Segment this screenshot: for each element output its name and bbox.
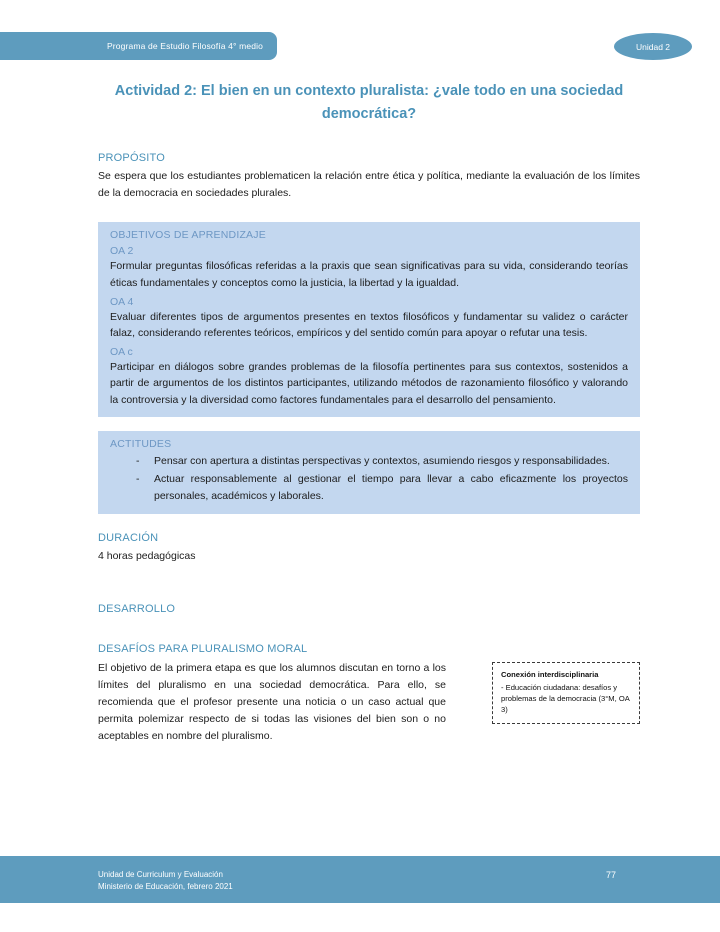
- proposito-heading: PROPÓSITO: [98, 152, 165, 165]
- objetivo-code: OA 4: [110, 295, 134, 308]
- objetivo-item: [110, 245, 628, 291]
- header-program-label: Programa de Estudio Filosofía 4° medio: [106, 41, 263, 51]
- objetivo-code: OA 2: [110, 245, 134, 258]
- desafios-text: El objetivo de la primera etapa es que los alumnos discutan en torno a los límites del pluralismo en una sociedad democrática. Para ello, se recomienda que el profesor presente una noticia o un caso actual que permita polemizar respecto de si todas las visiones del bien son o no aceptables en nombre del pluralismo.: [98, 662, 446, 743]
- content-column: [98, 80, 640, 745]
- list-item: - Actuar responsablemente al gestionar el tiempo para llevar a cabo eficazmente los proyectos personales, académicos y laborales.: [110, 471, 628, 504]
- duracion-text: 4 horas pedagógicas: [98, 550, 196, 563]
- conexion-text: - Educación ciudadana: desafíos y problemas de la democracia (3°M, OA 3): [501, 683, 630, 715]
- desafios-side-column: [492, 660, 640, 724]
- header-program-band: [0, 32, 277, 60]
- conexion-interdisciplinaria-box: [492, 662, 640, 724]
- objetivo-item: [110, 296, 628, 342]
- desafios-section: [98, 643, 640, 745]
- footer-line-2: Ministerio de Educación, febrero 2021: [98, 882, 233, 891]
- desarrollo-section: [98, 603, 640, 615]
- desafios-text-column: [98, 660, 446, 745]
- footer-band: [0, 856, 720, 903]
- conexion-title: Conexión interdisciplinaria: [501, 670, 599, 680]
- page-number: 77: [606, 870, 617, 880]
- actitudes-list: [110, 453, 628, 504]
- objetivo-item: [110, 346, 628, 409]
- objetivos-box: [98, 222, 640, 417]
- objetivo-code: OA c: [110, 345, 133, 358]
- activity-title: Actividad 2: El bien en un contexto pluralista: ¿vale todo en una sociedad democrática?: [114, 83, 624, 123]
- proposito-section: [98, 152, 640, 202]
- proposito-text: Se espera que los estudiantes problematicen la relación entre ética y política, mediante la evaluación de los límites de la democracia en sociedades plurales.: [98, 170, 640, 200]
- actitudes-heading: ACTITUDES: [110, 438, 172, 451]
- unit-badge-label: Unidad 2: [635, 41, 671, 52]
- desarrollo-heading: DESARROLLO: [98, 603, 176, 616]
- objetivo-text: Participar en diálogos sobre grandes problemas de la filosofía pertinentes para sus contextos, sostenidos a partir de argumentos de los distintos participantes, utilizando métodos de razonamiento filosófico y valorando la controversia y la diversidad como factores fundamentales para el desarrollo del pensamiento.: [110, 360, 628, 406]
- footer-line-1: Unidad de Curriculum y Evaluación: [98, 870, 223, 879]
- objetivo-text: Formular preguntas filosóficas referidas a la praxis que sean significativas para su vida, considerando teorías éticas fundamentales y conceptos como la justicia, la libertad y la igualdad.: [110, 260, 628, 289]
- list-item: - Pensar con apertura a distintas perspectivas y contextos, asumiendo riesgos y responsabilidades.: [110, 453, 628, 470]
- duracion-heading: DURACIÓN: [98, 532, 159, 545]
- duracion-section: [98, 532, 640, 565]
- objetivo-text: Evaluar diferentes tipos de argumentos presentes en textos filosóficos y fundamentar su validez o carácter falaz, considerando referentes teóricos, empíricos y del sentido común para apoyar o refutar una tesis.: [110, 310, 628, 340]
- actitudes-box: [98, 431, 640, 514]
- footer-credits: [98, 869, 233, 893]
- desafios-heading: DESAFÍOS PARA PLURALISMO MORAL: [98, 643, 308, 656]
- desafios-body-row: [98, 660, 640, 745]
- objetivos-heading: OBJETIVOS DE APRENDIZAJE: [110, 229, 266, 242]
- unit-badge: [614, 33, 692, 60]
